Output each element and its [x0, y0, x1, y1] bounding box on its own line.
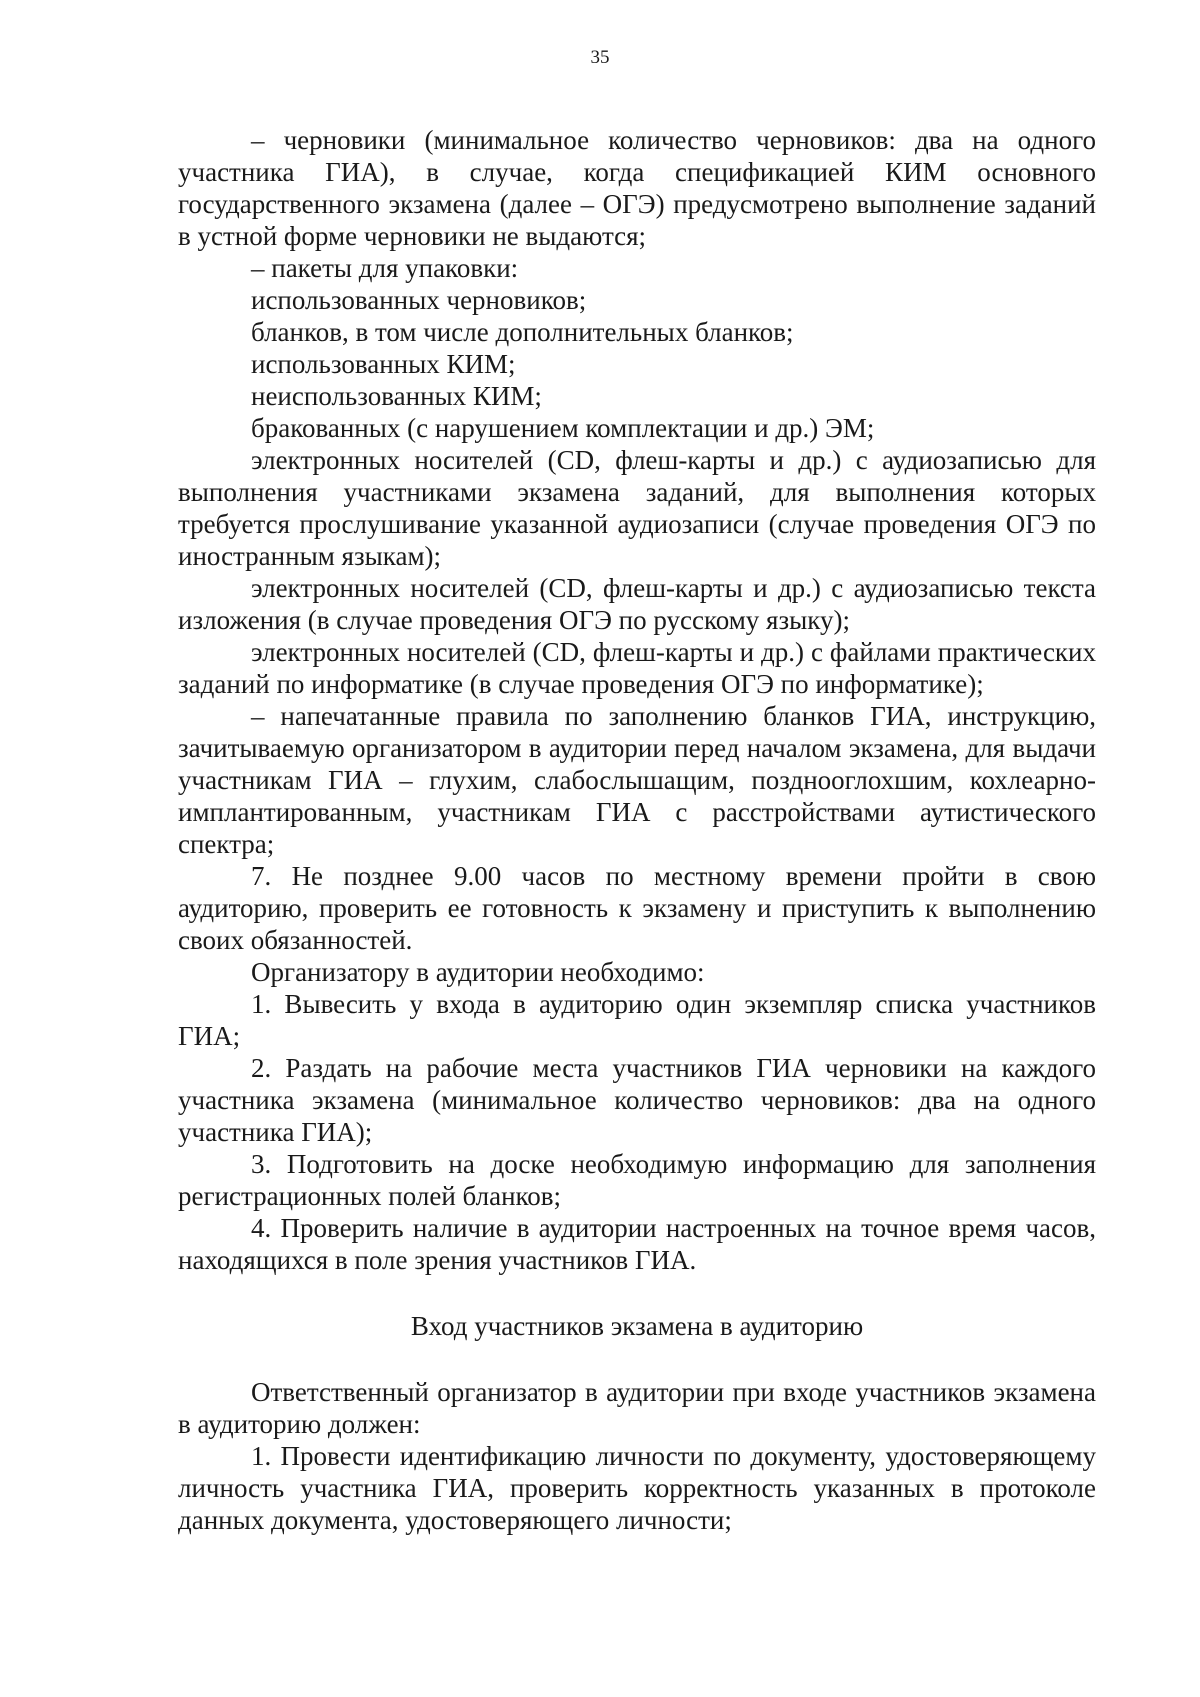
paragraph-media-informatics: электронных носителей (CD, флеш-карты и др.) с файлами практических заданий по информатике (в случае проведения ОГЭ по информатике); — [178, 637, 1096, 699]
page-content — [178, 124, 1096, 1536]
list-item: бланков, в том числе дополнительных бланков; — [251, 317, 794, 347]
paragraph-drafts: – черновики (минимальное количество черновиков: два на одного участника ГИА), в случае, когда спецификацией КИМ основного государственного экзамена (далее – ОГЭ) предусмотрено выполнение заданий в устной форме черновики не выдаются; — [178, 125, 1096, 251]
page-number: 35 — [590, 47, 610, 68]
paragraph-identification: 1. Провести идентификацию личности по документу, удостоверяющему личность участника ГИА, проверить корректность указанных в протоколе данных документа, удостоверяющего личности; — [178, 1441, 1096, 1535]
list-item: неиспользованных КИМ; — [251, 381, 542, 411]
paragraph-item-3: 3. Подготовить на доске необходимую информацию для заполнения регистрационных полей бланков; — [178, 1149, 1096, 1211]
paragraph-organizer-intro: Организатору в аудитории необходимо: — [251, 957, 705, 987]
paragraph-packages: – пакеты для упаковки: — [251, 253, 519, 283]
list-item: бракованных (с нарушением комплектации и др.) ЭМ; — [251, 413, 875, 443]
section-heading: Вход участников экзамена в аудиторию — [410, 1311, 864, 1341]
paragraph-media-foreign: электронных носителей (CD, флеш-карты и др.) с аудиозаписью для выполнения участниками экзамена заданий, для выполнения которых требуется прослушивание указанной аудиозаписи (случае проведения ОГЭ по иностранным языкам); — [178, 445, 1096, 571]
paragraph-item-1: 1. Вывесить у входа в аудиторию один экземпляр списка участников ГИА; — [178, 989, 1096, 1051]
paragraph-media-russian: электронных носителей (CD, флеш-карты и др.) с аудиозаписью текста изложения (в случае проведения ОГЭ по русскому языку); — [178, 573, 1096, 635]
paragraph-printed-rules: – напечатанные правила по заполнению бланков ГИА, инструкцию, зачитываемую организатором в аудитории перед началом экзамена, для выдачи участникам ГИА – глухим, слабослышащим, позднооглохшим, кохлеарно-имплантированным, участникам ГИА с расстройствами аутистического спектра; — [178, 701, 1096, 859]
list-item: использованных черновиков; — [251, 285, 587, 315]
paragraph-item-7: 7. Не позднее 9.00 часов по местному времени пройти в свою аудиторию, проверить ее готовность к экзамену и приступить к выполнению своих обязанностей. — [178, 861, 1096, 955]
paragraph-item-4: 4. Проверить наличие в аудитории настроенных на точное время часов, находящихся в поле зрения участников ГИА. — [178, 1213, 1096, 1275]
paragraph-item-2: 2. Раздать на рабочие места участников ГИА черновики на каждого участника экзамена (минимальное количество черновиков: два на одного участника ГИА); — [178, 1053, 1096, 1147]
list-item: использованных КИМ; — [251, 349, 516, 379]
paragraph-responsible-organizer: Ответственный организатор в аудитории при входе участников экзамена в аудиторию должен: — [178, 1377, 1096, 1439]
